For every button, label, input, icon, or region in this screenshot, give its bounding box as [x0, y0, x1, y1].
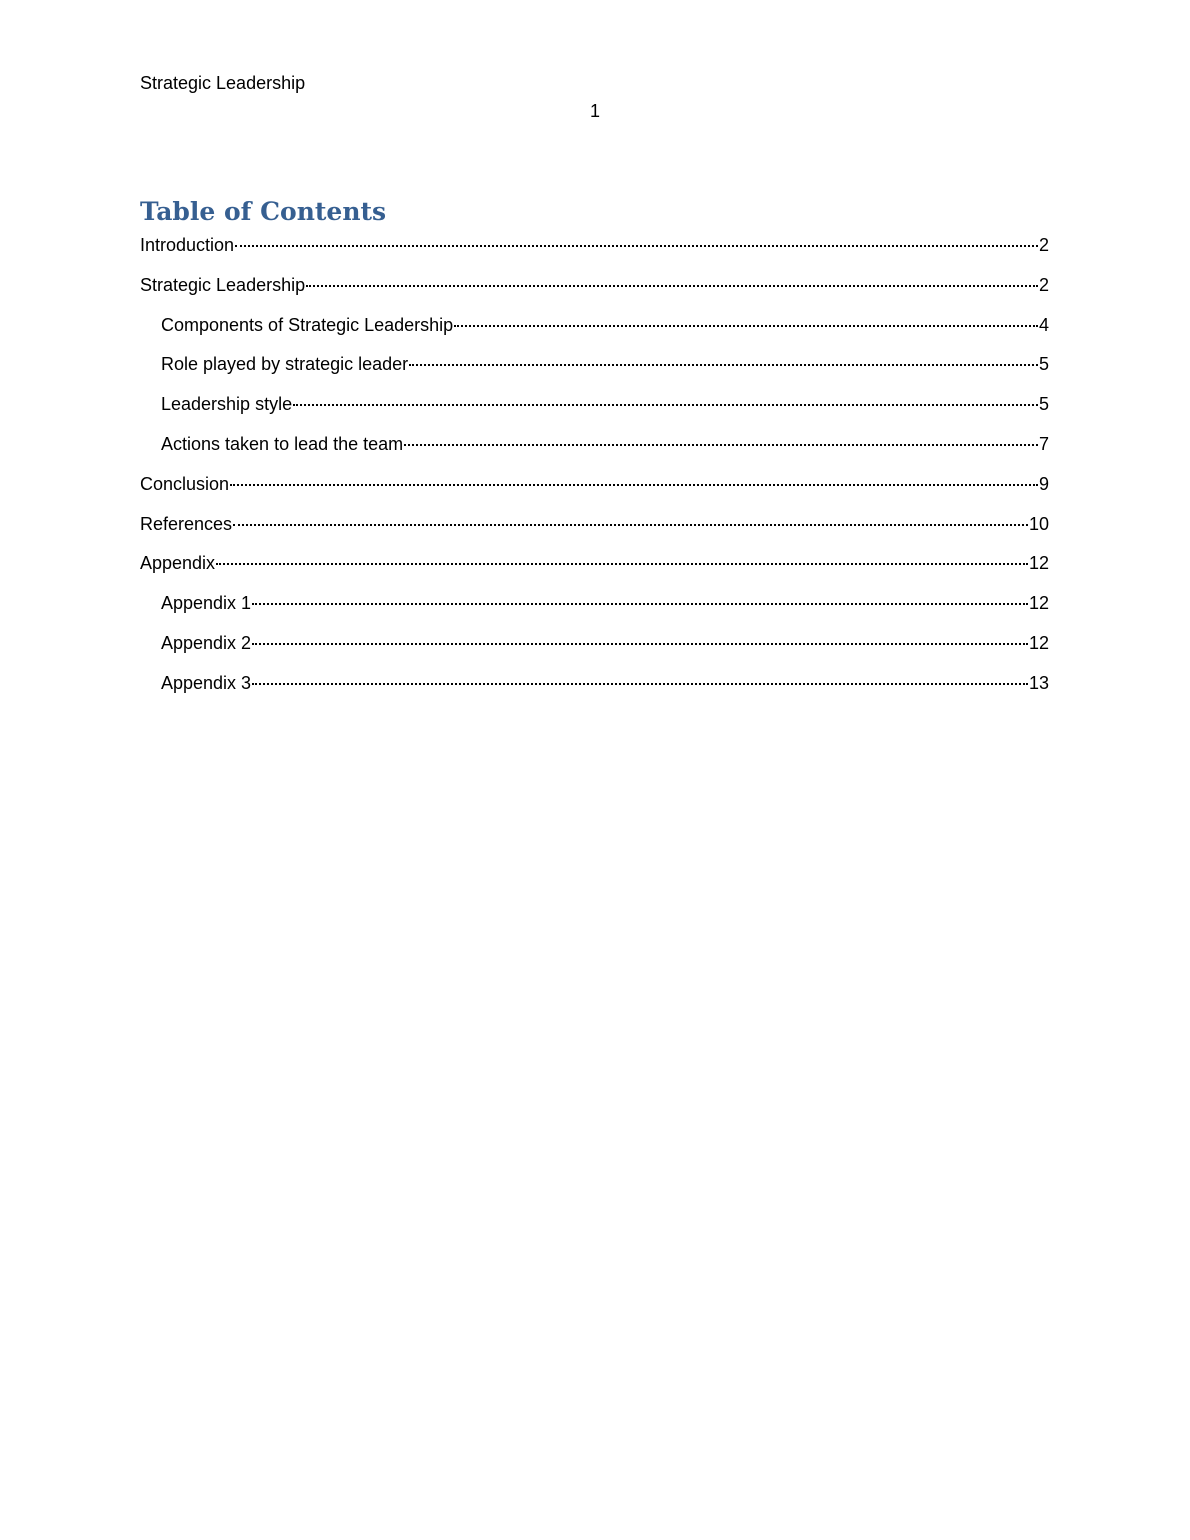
toc-entry-page: 7: [1038, 433, 1049, 454]
toc-entry-label: Appendix: [140, 553, 216, 574]
dot-leader: [293, 404, 1038, 406]
toc-entry-page: 12: [1028, 632, 1049, 653]
toc-entry-label: Appendix 1: [161, 593, 252, 614]
table-of-contents: [140, 232, 1049, 710]
toc-entry-page: 13: [1028, 672, 1049, 693]
toc-entry-leadership-style[interactable]: [140, 391, 1049, 431]
toc-entry-label: Leadership style: [161, 394, 293, 415]
toc-entry-role-played-by-strategic-leader[interactable]: [140, 351, 1049, 391]
toc-entry-actions-taken-to-lead-the-team[interactable]: [140, 431, 1049, 471]
toc-entry-page: 9: [1038, 473, 1049, 494]
dot-leader: [252, 603, 1028, 605]
toc-entry-strategic-leadership[interactable]: [140, 272, 1049, 312]
dot-leader: [216, 563, 1028, 565]
toc-entry-label: Role played by strategic leader: [161, 354, 409, 375]
toc-entry-conclusion[interactable]: [140, 471, 1049, 511]
toc-entry-page: 5: [1038, 354, 1049, 375]
toc-entry-components-of-strategic-leadership[interactable]: [140, 312, 1049, 352]
toc-entry-introduction[interactable]: [140, 232, 1049, 272]
toc-entry-page: 5: [1038, 394, 1049, 415]
toc-entry-label: Components of Strategic Leadership: [161, 314, 454, 335]
dot-leader: [230, 484, 1038, 486]
toc-entry-label: References: [140, 513, 233, 534]
dot-leader: [252, 683, 1028, 685]
dot-leader: [233, 524, 1028, 526]
toc-entry-label: Actions taken to lead the team: [161, 433, 404, 454]
page-number: 1: [589, 101, 600, 121]
toc-entry-appendix-1[interactable]: [140, 590, 1049, 630]
toc-heading: Table of Contents: [140, 197, 387, 226]
toc-entry-page: 2: [1038, 274, 1049, 295]
toc-entry-references[interactable]: [140, 511, 1049, 551]
toc-entry-label: Strategic Leadership: [140, 274, 306, 295]
dot-leader: [454, 325, 1038, 327]
toc-entry-page: 10: [1028, 513, 1049, 534]
toc-entry-page: 12: [1028, 553, 1049, 574]
toc-entry-label: Appendix 3: [161, 672, 252, 693]
toc-entry-label: Introduction: [140, 235, 235, 255]
toc-entry-label: Conclusion: [140, 473, 230, 494]
dot-leader: [404, 444, 1038, 446]
toc-entry-page: 4: [1038, 314, 1049, 335]
toc-entry-label: Appendix 2: [161, 632, 252, 653]
dot-leader: [252, 643, 1028, 645]
dot-leader: [409, 364, 1038, 366]
running-header-title: Strategic Leadership: [140, 73, 306, 93]
dot-leader: [235, 245, 1038, 247]
toc-entry-page: 12: [1028, 593, 1049, 614]
toc-entry-appendix-2[interactable]: [140, 630, 1049, 670]
toc-entry-page: 2: [1038, 235, 1049, 255]
dot-leader: [306, 285, 1038, 287]
toc-entry-appendix-3[interactable]: [140, 670, 1049, 710]
toc-entry-appendix[interactable]: [140, 550, 1049, 590]
